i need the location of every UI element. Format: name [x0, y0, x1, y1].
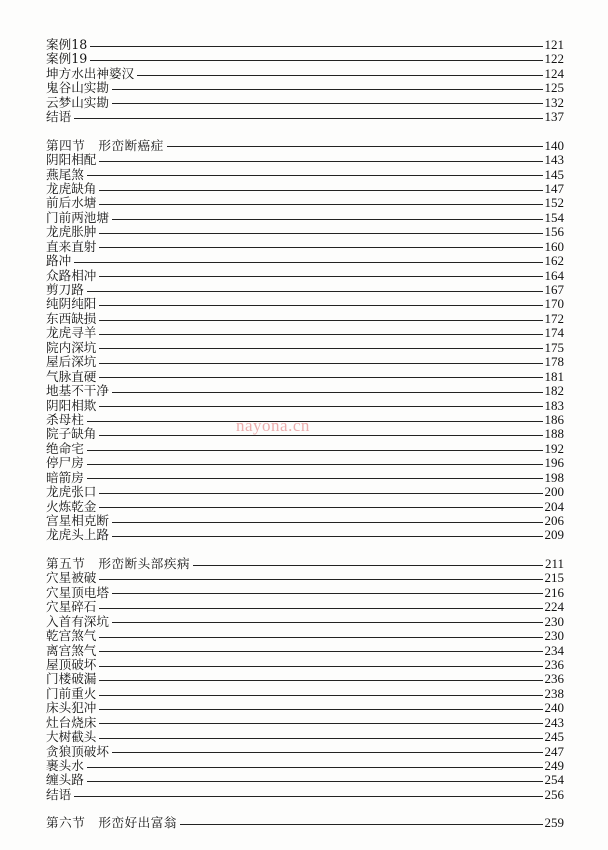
dotted-leader — [99, 334, 542, 335]
toc-entry-title: 火炼乾金 — [46, 498, 97, 514]
dotted-leader — [112, 593, 543, 594]
toc-entry — [46, 528, 564, 542]
toc-entry-page-number: 216 — [544, 584, 564, 600]
toc-entry-page-number: 230 — [544, 628, 564, 644]
toc-entry-title: 第四节 形峦断癌症 — [46, 137, 164, 153]
dotted-leader — [99, 507, 542, 508]
toc-entry-title: 门楼破漏 — [46, 671, 97, 687]
toc-entry-title: 灶台烧床 — [46, 714, 97, 730]
dotted-leader — [99, 695, 542, 696]
toc-entry-page-number: 238 — [544, 685, 564, 701]
toc-entry-page-number: 162 — [544, 253, 564, 269]
toc-entry-title: 气脉直硬 — [46, 368, 97, 384]
dotted-leader — [74, 118, 542, 119]
toc-entry-page-number: 200 — [544, 484, 564, 500]
toc-entry — [46, 730, 564, 744]
toc-entry — [46, 326, 564, 340]
toc-entry-page-number: 175 — [544, 339, 564, 355]
toc-entry-page-number: 156 — [544, 224, 564, 240]
toc-entry-page-number: 124 — [544, 65, 564, 81]
toc-entry-title: 屋后深坑 — [46, 354, 97, 370]
toc-entry-title: 阴阳相配 — [46, 152, 97, 168]
toc-entry-page-number: 132 — [544, 94, 564, 110]
dotted-leader — [87, 767, 543, 768]
toc-entry — [46, 240, 564, 254]
dotted-leader — [99, 666, 542, 667]
dotted-leader — [99, 247, 542, 248]
toc-entry — [46, 341, 564, 355]
toc-entry-page-number: 154 — [544, 209, 564, 225]
toc-entry-title: 结语 — [46, 109, 72, 125]
toc-entry — [46, 759, 564, 773]
toc-entry-title: 穴星顶电塔 — [46, 584, 109, 600]
toc-entry-title: 龙虎张口 — [46, 484, 97, 500]
toc-entry-title: 云梦山实勘 — [46, 94, 109, 110]
toc-entry-title: 纯阴纯阳 — [46, 296, 97, 312]
toc-entry-title: 东西缺损 — [46, 310, 97, 326]
toc-entry — [46, 182, 564, 196]
toc-entry — [46, 600, 564, 614]
dotted-leader — [99, 435, 542, 436]
toc-entry-page-number: 137 — [544, 109, 564, 125]
toc-entry-page-number: 236 — [544, 671, 564, 687]
toc-entry-page-number: 147 — [544, 180, 564, 196]
dotted-leader — [112, 103, 543, 104]
toc-entry-title: 乾宫煞气 — [46, 628, 97, 644]
toc-entry-title: 龙虎缺角 — [46, 180, 97, 196]
toc-entry-page-number: 249 — [544, 758, 564, 773]
toc-section-heading — [46, 557, 564, 571]
dotted-leader — [99, 204, 542, 205]
toc-entry-page-number: 204 — [544, 498, 564, 514]
dotted-leader — [87, 464, 543, 465]
dotted-leader — [112, 536, 543, 537]
toc-entry-page-number: 143 — [544, 152, 564, 168]
toc-entry — [46, 629, 564, 643]
toc-entry — [46, 355, 564, 369]
toc-entry-page-number: 196 — [544, 455, 564, 471]
dotted-leader — [99, 637, 542, 638]
toc-entry — [46, 38, 564, 52]
dotted-leader — [87, 478, 543, 479]
toc-entry-page-number: 224 — [544, 599, 564, 615]
toc-entry — [46, 196, 564, 210]
toc-entry-title: 杀母柱 — [46, 411, 84, 427]
toc-entry-page-number: 122 — [544, 51, 564, 67]
toc-entry-page-number: 160 — [544, 238, 564, 254]
toc-entry — [46, 211, 564, 225]
toc-entry-page-number: 172 — [544, 310, 564, 326]
dotted-leader — [99, 709, 542, 710]
dotted-leader — [99, 608, 542, 609]
toc-entry-title: 鬼谷山实勘 — [46, 80, 109, 96]
toc-entry — [46, 269, 564, 283]
toc-entry-page-number: 259 — [544, 815, 564, 831]
dotted-leader — [99, 651, 542, 652]
toc-entry — [46, 571, 564, 585]
toc-section-heading — [46, 816, 564, 830]
toc-entry-page-number: 256 — [544, 786, 564, 802]
dotted-leader — [99, 723, 542, 724]
toc-entry-page-number: 181 — [544, 368, 564, 384]
toc-entry-page-number: 152 — [544, 195, 564, 211]
dotted-leader — [99, 738, 542, 739]
dotted-leader — [99, 377, 542, 378]
watermark-text: nayona.cn — [236, 416, 310, 435]
toc-entry-title: 院内深坑 — [46, 339, 97, 355]
toc-entry — [46, 701, 564, 715]
toc-entry-title: 剪刀路 — [46, 282, 84, 297]
toc-entry-title: 绝命宅 — [46, 440, 84, 456]
toc-entry-title: 案例19 — [46, 51, 88, 67]
toc-entry — [46, 745, 564, 759]
dotted-leader — [87, 175, 543, 176]
dotted-leader — [74, 262, 542, 263]
toc-entry-title: 燕尾煞 — [46, 166, 84, 182]
toc-entry-page-number: 188 — [544, 426, 564, 442]
toc-entry — [46, 399, 564, 413]
toc-entry-page-number: 245 — [544, 729, 564, 745]
toc-entry-title: 阴阳相欺 — [46, 397, 97, 413]
toc-entry-title: 众路相冲 — [46, 267, 97, 283]
toc-entry-page-number: 240 — [544, 700, 564, 716]
toc-entry-page-number: 174 — [544, 325, 564, 341]
toc-entry — [46, 586, 564, 600]
toc-entry — [46, 67, 564, 81]
toc-entry — [46, 456, 564, 470]
toc-entry — [46, 672, 564, 686]
dotted-leader — [99, 348, 542, 349]
toc-entry-title: 龙虎头上路 — [46, 527, 109, 543]
group-gap — [46, 802, 564, 816]
toc-entry-page-number: 206 — [544, 513, 564, 528]
toc-entry-title: 大树截头 — [46, 729, 97, 745]
toc-entry-page-number: 215 — [544, 570, 564, 586]
dotted-leader — [99, 579, 542, 580]
toc-entry — [46, 644, 564, 658]
toc-entry-page-number: 236 — [544, 656, 564, 672]
toc-entry — [46, 687, 564, 701]
dotted-leader — [74, 796, 542, 797]
toc-entry-page-number: 186 — [544, 411, 564, 427]
toc-entry — [46, 514, 564, 528]
dotted-leader — [180, 824, 543, 825]
dotted-leader — [112, 522, 543, 523]
dotted-leader — [87, 291, 543, 292]
toc-section-heading — [46, 139, 564, 153]
toc-entry-title: 院子缺角 — [46, 426, 97, 442]
toc-entry-page-number: 178 — [544, 354, 564, 370]
toc-entry-page-number: 145 — [544, 166, 564, 182]
toc-entry — [46, 773, 564, 787]
group-gap — [46, 125, 564, 139]
toc-entry — [46, 153, 564, 167]
toc-entry-page-number: 211 — [544, 555, 564, 571]
dotted-leader — [112, 219, 543, 220]
dotted-leader — [112, 622, 543, 623]
dotted-leader — [99, 680, 542, 681]
dotted-leader — [193, 565, 543, 566]
toc-entry-page-number: 198 — [544, 469, 564, 485]
toc-entry-title: 直来直射 — [46, 238, 97, 254]
dotted-leader — [99, 406, 542, 407]
toc-entry-title: 床头犯冲 — [46, 700, 97, 716]
toc-entry — [46, 615, 564, 629]
toc-entry-title: 贪狼顶破坏 — [46, 743, 109, 759]
toc-entry-title: 停尸房 — [46, 455, 84, 471]
toc-entry-title: 离宫煞气 — [46, 642, 97, 658]
toc-entry — [46, 500, 564, 514]
toc-entry — [46, 225, 564, 239]
dotted-leader — [99, 363, 542, 364]
toc-entry-page-number: 170 — [544, 296, 564, 312]
toc-entry-title: 龙虎胀肿 — [46, 224, 97, 240]
toc-entry — [46, 370, 564, 384]
toc-entry-title: 案例18 — [46, 37, 88, 52]
dotted-leader — [99, 493, 542, 494]
toc-entry — [46, 471, 564, 485]
dotted-leader — [90, 46, 542, 47]
dotted-leader — [99, 161, 542, 162]
toc-entry — [46, 485, 564, 499]
toc-entry-title: 地基不干净 — [46, 383, 109, 399]
toc-entry-page-number: 243 — [544, 714, 564, 730]
toc-entry — [46, 96, 564, 110]
dotted-leader — [99, 233, 542, 234]
toc-entry-page-number: 247 — [544, 743, 564, 759]
toc-entry-title: 穴星被破 — [46, 570, 97, 586]
group-gap — [46, 543, 564, 557]
toc-entry-page-number: 182 — [544, 383, 564, 399]
toc-entry — [46, 52, 564, 66]
toc-entry — [46, 716, 564, 730]
toc-entry-title: 第五节 形峦断头部疾病 — [46, 555, 191, 571]
toc-entry-title: 路冲 — [46, 253, 72, 269]
toc-entry-title: 坤方水出神婆汉 — [46, 65, 135, 81]
toc-entry — [46, 254, 564, 268]
toc-entry-title: 结语 — [46, 786, 72, 802]
toc-entry-page-number: 121 — [544, 37, 564, 52]
toc-entry-page-number: 164 — [544, 267, 564, 283]
toc-entry-title: 门前重火 — [46, 685, 97, 701]
toc-entry — [46, 788, 564, 802]
toc-entry — [46, 110, 564, 124]
toc-entry — [46, 297, 564, 311]
dotted-leader — [167, 146, 543, 147]
dotted-leader — [90, 60, 542, 61]
toc-entry-page-number: 192 — [544, 440, 564, 456]
toc-entry-title: 暗箭房 — [46, 469, 84, 485]
toc-entry — [46, 384, 564, 398]
toc-entry-title: 屋顶破坏 — [46, 656, 97, 672]
toc-entry-title: 前后水塘 — [46, 195, 97, 211]
toc-entry-title: 入首有深坑 — [46, 613, 109, 629]
dotted-leader — [137, 75, 542, 76]
dotted-leader — [112, 392, 543, 393]
toc-entry — [46, 442, 564, 456]
dotted-leader — [99, 276, 542, 277]
dotted-leader — [87, 781, 543, 782]
toc-entry-page-number: 254 — [544, 772, 564, 788]
dotted-leader — [99, 190, 542, 191]
toc-entry-page-number: 125 — [544, 80, 564, 96]
toc-entry-title: 第六节 形峦好出富翁 — [46, 815, 177, 831]
dotted-leader — [99, 320, 542, 321]
toc-entry — [46, 168, 564, 182]
toc-entry-title: 门前两池塘 — [46, 209, 109, 225]
toc-entry-page-number: 234 — [544, 642, 564, 658]
toc-entry-title: 缠头路 — [46, 772, 84, 788]
toc-entry-title: 穴星碎石 — [46, 599, 97, 615]
dotted-leader — [112, 752, 543, 753]
toc-entry — [46, 81, 564, 95]
toc-entry — [46, 658, 564, 672]
toc-entry-page-number: 183 — [544, 397, 564, 413]
dotted-leader — [99, 305, 542, 306]
dotted-leader — [112, 89, 543, 90]
toc-entry-title: 裹头水 — [46, 758, 84, 773]
toc-entry-title: 宫星相克断 — [46, 513, 109, 528]
dotted-leader — [87, 450, 543, 451]
dotted-leader — [87, 421, 543, 422]
toc-entry-page-number: 230 — [544, 613, 564, 629]
toc-entry-title: 龙虎寻羊 — [46, 325, 97, 341]
toc-entry-page-number: 209 — [544, 527, 564, 543]
toc-entry-page-number: 140 — [544, 137, 564, 153]
toc-entry — [46, 283, 564, 297]
toc-entry — [46, 312, 564, 326]
toc-entry-page-number: 167 — [544, 282, 564, 297]
